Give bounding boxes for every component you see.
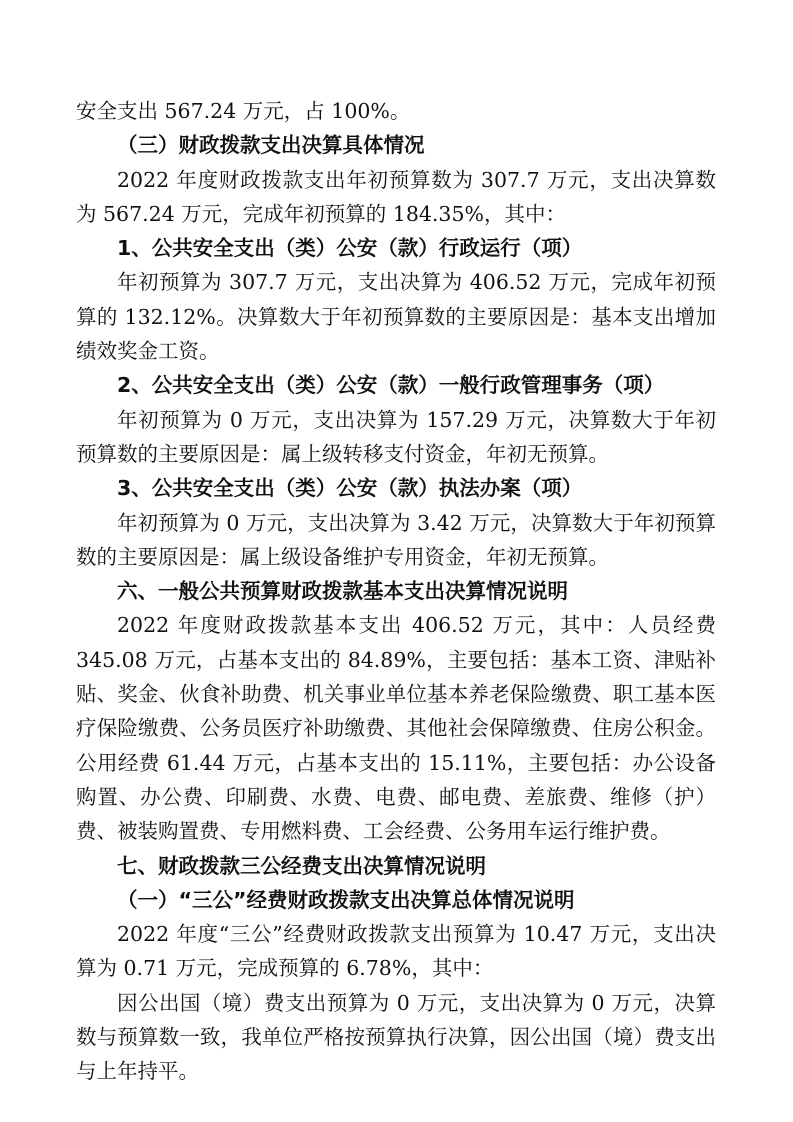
paragraph-basic-expenditure: 2022 年度财政拨款基本支出 406.52 万元，其中：人员经费 345.08 万元，占基本支出的 84.89%，主要包括：基本工资、津贴补贴、奖金、伙食补助费、机关事业单位基本养老保险缴费、职工基本医疗保险缴费、公务员医疗补助缴费、其他社会保障缴费、住房公积金。公用经费 61.44 万元，占基本支出的 15.11%，主要包括：办公设备购置、办公费、印刷费、水费、电费、邮电费、差旅费、维修（护）费、被装购置费、专用燃料费、工会经费、公务用车运行维护费。 (76, 613, 716, 844)
section-heading-fiscal-detail: （三）财政拨款支出决算具体情况 (117, 133, 425, 158)
subsection-heading-three-public: （一）“三公”经费财政拨款支出决算总体情况说明 (117, 887, 575, 912)
paragraph-overseas-travel: 因公出国（境）费支出预算为 0 万元，支出决算为 0 万元，决算数与预算数一致，我单位严格按预算执行决算，因公出国（境）费支出与上年持平。 (76, 990, 716, 1084)
section-heading-6: 六、一般公共预算财政拨款基本支出决算情况说明 (117, 579, 568, 604)
section-heading-7: 七、财政拨款三公经费支出决算情况说明 (117, 853, 486, 878)
paragraph-three-public-overview: 2022 年度“三公”经费财政拨款支出预算为 10.47 万元，支出决算为 0.71 万元，完成预算的 6.78%，其中： (76, 922, 716, 981)
paragraph-fiscal-overview: 2022 年度财政拨款支出年初预算数为 307.7 万元，支出决算数为 567.24 万元，完成年初预算的 184.35%，其中： (76, 167, 716, 226)
paragraph-item-2: 年初预算为 0 万元，支出决算为 157.29 万元，决算数大于年初预算数的主要原因是：属上级转移支付资金，年初无预算。 (76, 407, 716, 466)
paragraph-continuation: 安全支出 567.24 万元，占 100%。 (76, 99, 411, 123)
item-heading-1: 1、公共安全支出（类）公安（款）行政运行（项） (117, 236, 583, 261)
paragraph-item-3: 年初预算为 0 万元，支出决算为 3.42 万元，决算数大于年初预算数的主要原因是：属上级设备维护专用资金，年初无预算。 (76, 510, 716, 569)
paragraph-item-1: 年初预算为 307.7 万元，支出决算为 406.52 万元，完成年初预算的 132.12%。决算数大于年初预算数的主要原因是：基本支出增加绩效奖金工资。 (76, 270, 716, 364)
item-heading-3: 3、公共安全支出（类）公安（款）执法办案（项） (117, 476, 583, 501)
item-heading-2: 2、公共安全支出（类）公安（款）一般行政管理事务（项） (117, 373, 665, 398)
document-page (76, 94, 716, 1089)
